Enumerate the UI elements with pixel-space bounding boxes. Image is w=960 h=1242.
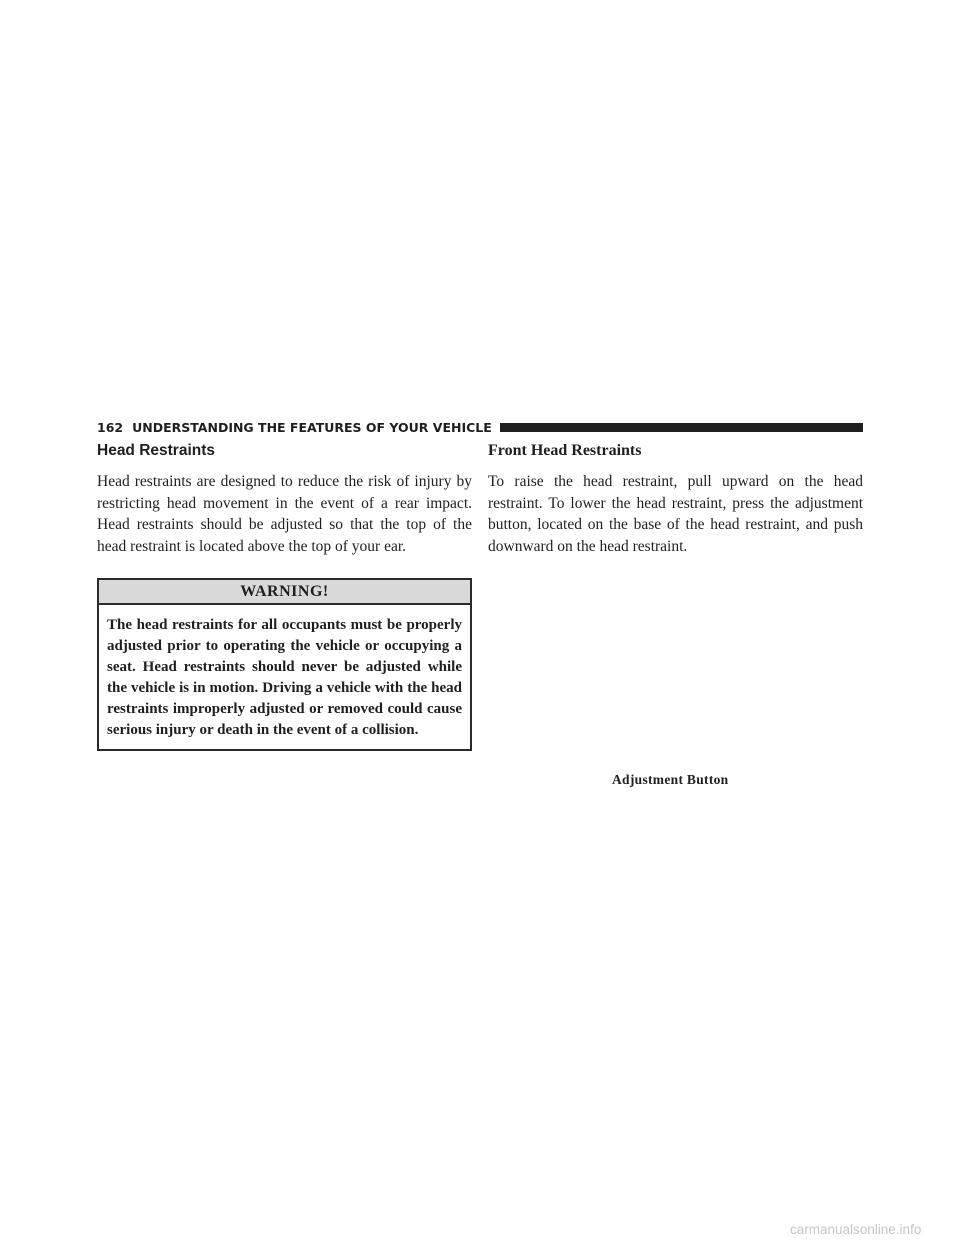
header-rule <box>500 423 863 432</box>
figure-label: Adjustment Button <box>612 772 729 787</box>
watermark: carmanualsonline.info <box>790 1222 922 1237</box>
page-header <box>97 419 863 435</box>
warning-text: The head restraints for all occupants must be properly adjusted prior to operating the vehicle or occupying a seat. Head restraints should never be adjusted while the vehicle is in motion. Driving a vehicle with the head restraints improperly adjusted or removed could cause serious injury or death in the event of a collision. <box>107 617 462 738</box>
instructions-paragraph: To raise the head restraint, pull upward on the head restraint. To lower the head restraint, press the adjustment button, located on the base of the head restraint, and push downward on the head restraint. <box>488 473 863 555</box>
running-head: UNDERSTANDING THE FEATURES OF YOUR VEHICLE <box>132 419 492 435</box>
page-number: 162 <box>97 419 124 435</box>
subsection-title: Front Head Restraints <box>488 442 642 459</box>
intro-paragraph: Head restraints are designed to reduce the risk of injury by restricting head movement in the event of a rear impact. Head restraints should be adjusted so that the top of the head restraint is located above the top of your ear. <box>97 473 472 555</box>
right-column <box>488 442 863 557</box>
section-title: Head Restraints <box>97 442 216 459</box>
warning-title: WARNING! <box>99 580 470 605</box>
left-column <box>97 442 472 751</box>
warning-box <box>97 578 472 751</box>
